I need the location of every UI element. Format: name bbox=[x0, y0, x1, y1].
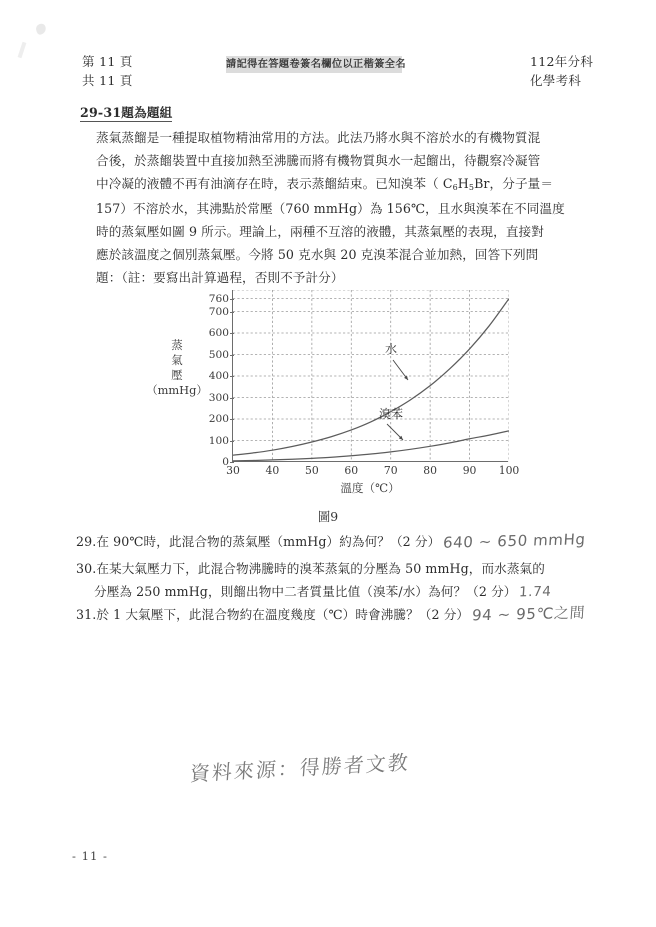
question-31-number: 31. bbox=[76, 607, 97, 622]
figure-caption: 圖9 bbox=[317, 509, 339, 524]
y-axis-tick-400: 400 bbox=[209, 371, 233, 381]
question-group-title: 29-31題為題組 bbox=[80, 105, 173, 120]
passage-line-4: 157）不溶於水，其沸點於常壓（760 mmHg）為 156℃，且水與溴苯在不同溫度 bbox=[96, 201, 565, 216]
passage-line-5: 時的蒸氣壓如圖 9 所示。理論上，兩種不互溶的液體，其蒸氣壓的表現，直接對 bbox=[96, 224, 544, 239]
question-30-handwritten-answer: 1.74 bbox=[519, 583, 553, 601]
x-axis-tick-100: 100 bbox=[498, 464, 520, 477]
signature-notice-banner bbox=[226, 56, 406, 73]
figure-9 bbox=[140, 286, 532, 502]
chart-plot-area bbox=[208, 290, 520, 477]
y-axis-tick-0: 0 bbox=[222, 457, 233, 467]
exam-year: 112年分科 bbox=[530, 54, 594, 69]
scan-artifact-icon bbox=[35, 22, 47, 37]
question-31 bbox=[76, 603, 585, 626]
x-axis-tick-60: 60 bbox=[344, 464, 359, 477]
page-total: 共 11 頁 bbox=[82, 73, 133, 88]
y-axis-label-char-3: 壓 bbox=[171, 368, 183, 382]
passage-line-3-part-b: H bbox=[457, 176, 469, 191]
question-29-handwritten-answer: 640 ~ 650 mmHg bbox=[442, 530, 587, 552]
passage-line-3-part-c: Br，分子量＝ bbox=[474, 176, 554, 191]
question-30-text-line-1: 在某大氣壓力下，此混合物沸騰時的溴苯蒸氣的分壓為 50 mmHg，而水蒸氣的 bbox=[96, 561, 545, 576]
y-axis-tick-500: 500 bbox=[209, 350, 233, 360]
chart-x-axis-label: 溫度（℃） bbox=[340, 481, 400, 495]
formula-subscript-6: 6 bbox=[452, 183, 458, 192]
question-30-line-2 bbox=[76, 580, 552, 604]
passage-line-1: 蒸氣蒸餾是一種提取植物精油常用的方法。此法乃將水與不溶於水的有機物質混 bbox=[96, 130, 541, 145]
passage-line-3-part-a: 中冷凝的液體不再有油滴存在時，表示蒸餾結束。已知溴苯（ C bbox=[96, 176, 453, 191]
page-header bbox=[0, 52, 656, 92]
passage-line-7: 題：（註：要寫出計算過程，否則不予計分） bbox=[96, 270, 344, 285]
y-axis-tick-700: 700 bbox=[209, 307, 233, 317]
x-axis-tick-40: 40 bbox=[265, 464, 280, 477]
y-axis-tick-600: 600 bbox=[209, 328, 233, 338]
question-29-number: 29. bbox=[76, 534, 97, 549]
y-axis-tick-760: 760 bbox=[209, 294, 233, 304]
question-30-number: 30. bbox=[76, 561, 97, 576]
chart-canvas bbox=[233, 290, 509, 462]
signature-notice-text: 請記得在答題卷簽名欄位以正楷簽全名 bbox=[226, 58, 406, 70]
question-29-text: 在 90℃時，此混合物的蒸氣壓（mmHg）約為何？（2 分） bbox=[96, 534, 441, 549]
question-29 bbox=[76, 530, 586, 553]
y-axis-label-char-1: 蒸 bbox=[171, 338, 183, 352]
page-footer: - 11 - bbox=[72, 849, 108, 863]
page-number-block bbox=[82, 52, 133, 90]
passage-line-6: 應於該溫度之個別蒸氣壓。今將 50 克水與 20 克溴苯混合並加熱，回答下列問 bbox=[96, 247, 539, 262]
curve-label-water: 水 bbox=[385, 342, 398, 356]
x-axis-tick-50: 50 bbox=[304, 464, 319, 477]
y-axis-tick-300: 300 bbox=[209, 393, 233, 403]
question-31-text: 於 1 大氣壓下，此混合物約在溫度幾度（℃）時會沸騰？（2 分） bbox=[96, 607, 470, 622]
exam-subject: 化學考科 bbox=[530, 73, 582, 88]
curve-bromobenzene bbox=[233, 431, 509, 461]
question-30 bbox=[76, 557, 552, 604]
y-axis-unit: （mmHg） bbox=[146, 383, 208, 397]
curve-label-bromobenzene: 溴苯 bbox=[379, 407, 404, 421]
passage-line-2: 合後，於蒸餾裝置中直接加熱至沸騰而將有機物質與水一起餾出，待觀察冷凝管 bbox=[96, 153, 541, 168]
x-axis-tick-70: 70 bbox=[383, 464, 398, 477]
handwritten-source-note: 資料來源：得勝者文教 bbox=[189, 750, 411, 786]
page-current: 第 11 頁 bbox=[82, 54, 133, 69]
x-axis-tick-30: 30 bbox=[226, 464, 240, 477]
formula-subscript-5: 5 bbox=[468, 183, 475, 192]
passage-text bbox=[96, 126, 588, 289]
question-30-text-line-2: 分壓為 250 mmHg，則餾出物中二者質量比值（溴苯/水）為何？（2 分） bbox=[94, 584, 517, 599]
x-axis-tick-90: 90 bbox=[462, 464, 477, 477]
y-axis-label-char-2: 氣 bbox=[171, 353, 183, 367]
question-31-handwritten-answer: 94 ~ 95℃之間 bbox=[471, 603, 586, 625]
curve-water bbox=[233, 299, 509, 456]
chart-y-axis-label bbox=[140, 338, 214, 398]
exam-identity-block bbox=[530, 52, 593, 90]
passage-line-3 bbox=[96, 172, 588, 197]
y-axis-tick-100: 100 bbox=[209, 436, 233, 446]
x-axis-tick-80: 80 bbox=[423, 464, 438, 477]
y-axis-tick-200: 200 bbox=[209, 414, 233, 424]
